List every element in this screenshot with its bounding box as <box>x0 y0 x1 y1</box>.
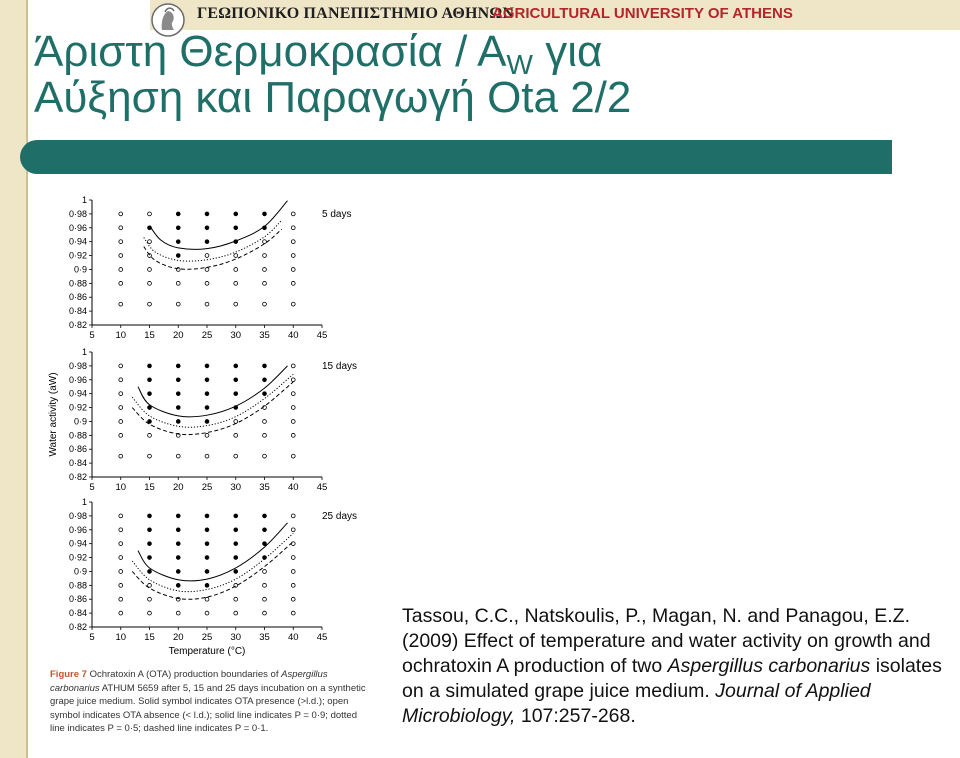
boundary-curve-dotted <box>132 533 293 591</box>
ota-present-point <box>176 212 180 216</box>
caption-text-b: ATHUM 5659 after 5, 15 and 25 days incubation on a synthetic grape juice medium. Solid symbol indicates OTA presence (>l.d.); open symbol indicates OTA absence (< l.d.); solid line indicates P = 0·9; dotted line indicates P = 0·5; dashed line indicates P = 0·1. <box>50 682 366 734</box>
ota-absent-point <box>119 570 123 574</box>
x-tick-label: 30 <box>230 330 242 341</box>
ota-absent-point <box>291 528 295 532</box>
ota-absent-point <box>291 364 295 368</box>
ota-absent-point <box>205 611 209 615</box>
ota-present-point <box>263 212 267 216</box>
ota-absent-point <box>263 454 267 458</box>
caption-label: Figure 7 <box>50 669 87 680</box>
ota-absent-point <box>148 597 152 601</box>
ota-absent-point <box>205 268 209 272</box>
ota-absent-point <box>291 302 295 306</box>
x-tick-label: 5 <box>89 632 95 643</box>
ota-absent-point <box>176 281 180 285</box>
x-tick-label: 10 <box>115 330 127 341</box>
boundary-curve-dashed <box>132 382 293 435</box>
ota-present-point <box>263 514 267 518</box>
ota-absent-point <box>148 433 152 437</box>
x-tick-label: 40 <box>287 482 299 493</box>
ota-absent-point <box>205 597 209 601</box>
ota-present-point <box>263 542 267 546</box>
boundary-curve-dotted <box>132 374 293 427</box>
x-tick-label: 45 <box>316 330 328 341</box>
x-tick-label: 25 <box>201 482 213 493</box>
ota-absent-point <box>205 302 209 306</box>
ota-absent-point <box>148 583 152 587</box>
ota-absent-point <box>119 302 123 306</box>
ota-absent-point <box>119 392 123 396</box>
ota-absent-point <box>119 542 123 546</box>
ota-present-point <box>148 528 152 532</box>
boundary-curve-dashed <box>144 229 282 269</box>
y-tick-label: 0·84 <box>68 458 87 469</box>
ota-absent-point <box>291 420 295 424</box>
ota-present-point <box>205 226 209 230</box>
y-tick-label: 0·88 <box>68 278 87 289</box>
panel-1 <box>69 195 351 341</box>
ota-absent-point <box>176 611 180 615</box>
ota-present-point <box>176 364 180 368</box>
ota-present-point <box>234 378 238 382</box>
ota-present-point <box>205 212 209 216</box>
caption-species: Aspergillus carbonarius <box>50 669 328 694</box>
ota-absent-point <box>205 454 209 458</box>
ota-absent-point <box>291 433 295 437</box>
ota-present-point <box>176 528 180 532</box>
ota-present-point <box>205 570 209 574</box>
ota-absent-point <box>119 611 123 615</box>
y-tick-label: 0·84 <box>68 306 87 317</box>
x-tick-label: 30 <box>230 482 242 493</box>
y-tick-label: 0·84 <box>68 608 87 619</box>
x-tick-label: 30 <box>230 632 242 643</box>
citation-journal: Journal of Applied Microbiology, <box>402 680 871 727</box>
ota-absent-point <box>234 420 238 424</box>
ota-present-point <box>176 226 180 230</box>
ota-present-point <box>148 514 152 518</box>
ota-absent-point <box>176 454 180 458</box>
y-tick-label: 0·88 <box>68 430 87 441</box>
ota-present-point <box>205 583 209 587</box>
ota-present-point <box>234 556 238 560</box>
y-tick-label: 0·98 <box>68 510 87 521</box>
ota-absent-point <box>119 254 123 258</box>
ota-absent-point <box>148 212 152 216</box>
ota-absent-point <box>176 302 180 306</box>
ota-absent-point <box>119 378 123 382</box>
ota-absent-point <box>119 514 123 518</box>
x-tick-label: 5 <box>89 330 95 341</box>
title-line1-text: Άριστη Θερμοκρασία / Α <box>34 27 507 76</box>
ota-absent-point <box>148 302 152 306</box>
title-line2-text: Αύξηση και Παραγωγή Ota 2/2 <box>34 73 632 122</box>
ota-absent-point <box>234 611 238 615</box>
citation-middle: isolates on a simulated grape juice medium. <box>402 655 942 702</box>
title-line1-suffix: για <box>532 27 603 76</box>
ota-present-point <box>205 406 209 410</box>
x-tick-label: 35 <box>259 482 270 493</box>
title-subscript: W <box>506 49 533 80</box>
ota-absent-point <box>119 528 123 532</box>
y-tick-label: 0·92 <box>68 552 87 563</box>
ota-present-point <box>176 570 180 574</box>
ota-absent-point <box>234 268 238 272</box>
ota-absent-point <box>119 281 123 285</box>
ota-absent-point <box>148 240 152 244</box>
ota-present-point <box>205 240 209 244</box>
ota-present-point <box>234 364 238 368</box>
ota-present-point <box>148 392 152 396</box>
ota-absent-point <box>291 212 295 216</box>
ota-absent-point <box>119 420 123 424</box>
y-tick-label: 0·96 <box>68 524 87 535</box>
ota-present-point <box>205 392 209 396</box>
x-tick-label: 45 <box>316 482 328 493</box>
ota-absent-point <box>291 254 295 258</box>
ota-absent-point <box>263 420 267 424</box>
ota-absent-point <box>148 611 152 615</box>
ota-present-point <box>263 378 267 382</box>
ota-present-point <box>148 420 152 424</box>
ota-present-point <box>176 420 180 424</box>
ota-present-point <box>234 392 238 396</box>
x-tick-label: 15 <box>144 482 155 493</box>
ota-absent-point <box>263 281 267 285</box>
ota-present-point <box>148 570 152 574</box>
ota-absent-point <box>291 281 295 285</box>
university-name-greek: ΓΕΩΠΟΝΙΚΟ ΠΑΝΕΠΙΣΤΗΜΙΟ ΑΘΗΝΩΝ <box>197 5 515 22</box>
ota-present-point <box>205 378 209 382</box>
ota-present-point <box>205 542 209 546</box>
ota-present-point <box>148 542 152 546</box>
ota-absent-point <box>119 226 123 230</box>
ota-absent-point <box>263 570 267 574</box>
ota-absent-point <box>291 556 295 560</box>
x-tick-label: 20 <box>172 330 184 341</box>
y-tick-label: 0·9 <box>73 264 87 275</box>
ota-present-point <box>176 254 180 258</box>
y-tick-label: 0·94 <box>68 388 87 399</box>
ota-absent-point <box>263 302 267 306</box>
ota-present-point <box>148 364 152 368</box>
ota-absent-point <box>291 570 295 574</box>
ota-absent-point <box>148 281 152 285</box>
ota-absent-point <box>263 583 267 587</box>
boundary-curve-dotted <box>144 220 282 261</box>
x-tick-label: 5 <box>89 482 95 493</box>
y-tick-label: 0·86 <box>68 594 87 605</box>
ota-absent-point <box>291 583 295 587</box>
ota-present-point <box>234 570 238 574</box>
ota-absent-point <box>205 281 209 285</box>
ota-present-point <box>176 378 180 382</box>
slide-title <box>34 29 914 121</box>
y-tick-label: 0·96 <box>68 222 87 233</box>
y-tick-label: 0·86 <box>68 292 87 303</box>
x-tick-label: 35 <box>259 330 270 341</box>
x-tick-label: 20 <box>172 482 184 493</box>
ota-absent-point <box>234 454 238 458</box>
ota-absent-point <box>234 597 238 601</box>
ota-present-point <box>234 226 238 230</box>
ota-absent-point <box>291 454 295 458</box>
panel-2 <box>48 347 357 493</box>
ota-present-point <box>148 378 152 382</box>
ota-present-point <box>205 514 209 518</box>
ota-absent-point <box>291 392 295 396</box>
x-axis-title: Temperature (°C) <box>168 646 246 657</box>
y-tick-label: 0·86 <box>68 444 87 455</box>
y-tick-label: 0·96 <box>68 374 87 385</box>
title-underline-bar <box>20 140 892 174</box>
ota-absent-point <box>263 268 267 272</box>
ota-absent-point <box>148 268 152 272</box>
left-decor-band <box>0 0 26 758</box>
y-tick-label: 0·82 <box>68 622 87 632</box>
ota-absent-point <box>263 433 267 437</box>
ota-absent-point <box>119 268 123 272</box>
ota-absent-point <box>234 433 238 437</box>
x-tick-label: 40 <box>287 632 299 643</box>
y-axis-title: Water activity (aW) <box>48 372 59 457</box>
citation-species: Aspergillus carbonarius <box>667 655 871 677</box>
y-tick-label: 0·98 <box>68 360 87 371</box>
ota-absent-point <box>119 364 123 368</box>
ota-absent-point <box>119 556 123 560</box>
ota-present-point <box>176 514 180 518</box>
x-tick-label: 35 <box>259 632 270 643</box>
ota-boundary-figure <box>42 188 372 666</box>
ota-absent-point <box>234 302 238 306</box>
ota-present-point <box>263 392 267 396</box>
y-tick-label: 0·92 <box>68 402 87 413</box>
left-decor-line <box>26 0 28 758</box>
panel-3 <box>69 497 357 657</box>
ota-absent-point <box>119 597 123 601</box>
ota-absent-point <box>119 583 123 587</box>
y-tick-label: 0·9 <box>73 416 87 427</box>
ota-absent-point <box>263 240 267 244</box>
y-tick-label: 0·98 <box>68 208 87 219</box>
x-tick-label: 15 <box>144 330 155 341</box>
ota-present-point <box>176 240 180 244</box>
y-tick-label: 0·94 <box>68 538 87 549</box>
ota-absent-point <box>119 406 123 410</box>
reference-citation <box>402 604 958 729</box>
figure-caption <box>50 668 370 736</box>
ota-present-point <box>205 528 209 532</box>
university-name-english: AGRICULTURAL UNIVERSITY OF ATHENS <box>492 5 793 22</box>
ota-absent-point <box>291 514 295 518</box>
ota-present-point <box>148 556 152 560</box>
x-tick-label: 45 <box>316 632 328 643</box>
ota-absent-point <box>263 597 267 601</box>
x-tick-label: 40 <box>287 330 299 341</box>
panel-label: 5 days <box>322 209 352 220</box>
ota-absent-point <box>148 454 152 458</box>
ota-absent-point <box>291 240 295 244</box>
boundary-curve-dashed <box>132 542 293 600</box>
y-tick-label: 0·92 <box>68 250 87 261</box>
ota-present-point <box>205 556 209 560</box>
ota-absent-point <box>119 240 123 244</box>
ota-present-point <box>176 556 180 560</box>
ota-absent-point <box>119 454 123 458</box>
y-tick-label: 1 <box>81 195 87 205</box>
ota-absent-point <box>119 212 123 216</box>
ota-present-point <box>263 528 267 532</box>
x-tick-label: 10 <box>115 632 127 643</box>
y-tick-label: 1 <box>81 497 87 507</box>
ota-present-point <box>263 364 267 368</box>
ota-present-point <box>205 364 209 368</box>
ota-absent-point <box>291 226 295 230</box>
ota-present-point <box>176 542 180 546</box>
ota-present-point <box>234 528 238 532</box>
ota-absent-point <box>234 281 238 285</box>
x-tick-label: 20 <box>172 632 184 643</box>
ota-absent-point <box>205 433 209 437</box>
ota-absent-point <box>291 611 295 615</box>
x-tick-label: 10 <box>115 482 127 493</box>
ota-absent-point <box>263 254 267 258</box>
x-tick-label: 25 <box>201 330 213 341</box>
y-tick-label: 0·9 <box>73 566 87 577</box>
y-tick-label: 1 <box>81 347 87 357</box>
ota-present-point <box>176 392 180 396</box>
ota-present-point <box>176 583 180 587</box>
panel-label: 25 days <box>322 511 358 522</box>
ota-absent-point <box>291 406 295 410</box>
ota-absent-point <box>263 611 267 615</box>
ota-absent-point <box>291 268 295 272</box>
ota-present-point <box>234 542 238 546</box>
ota-present-point <box>205 420 209 424</box>
y-tick-label: 0·94 <box>68 236 87 247</box>
ota-absent-point <box>119 433 123 437</box>
caption-text-a: Ochratoxin A (OTA) production boundaries of <box>86 669 282 680</box>
ota-absent-point <box>291 378 295 382</box>
citation-pages: 107:257-268. <box>515 705 636 727</box>
ota-present-point <box>234 514 238 518</box>
panel-label: 15 days <box>322 361 358 372</box>
citation-authors: Tassou, C.C., Natskoulis, P., Magan, N. and Panagou, E.Z. (2009) Effect of temperature and water activity on growth and ochratoxin A production of two <box>402 605 931 677</box>
ota-absent-point <box>291 597 295 601</box>
ota-present-point <box>176 406 180 410</box>
y-tick-label: 0·88 <box>68 580 87 591</box>
ota-absent-point <box>234 254 238 258</box>
ota-present-point <box>234 212 238 216</box>
x-tick-label: 15 <box>144 632 155 643</box>
y-tick-label: 0·82 <box>68 320 87 330</box>
ota-absent-point <box>205 254 209 258</box>
x-tick-label: 25 <box>201 632 213 643</box>
y-tick-label: 0·82 <box>68 472 87 482</box>
